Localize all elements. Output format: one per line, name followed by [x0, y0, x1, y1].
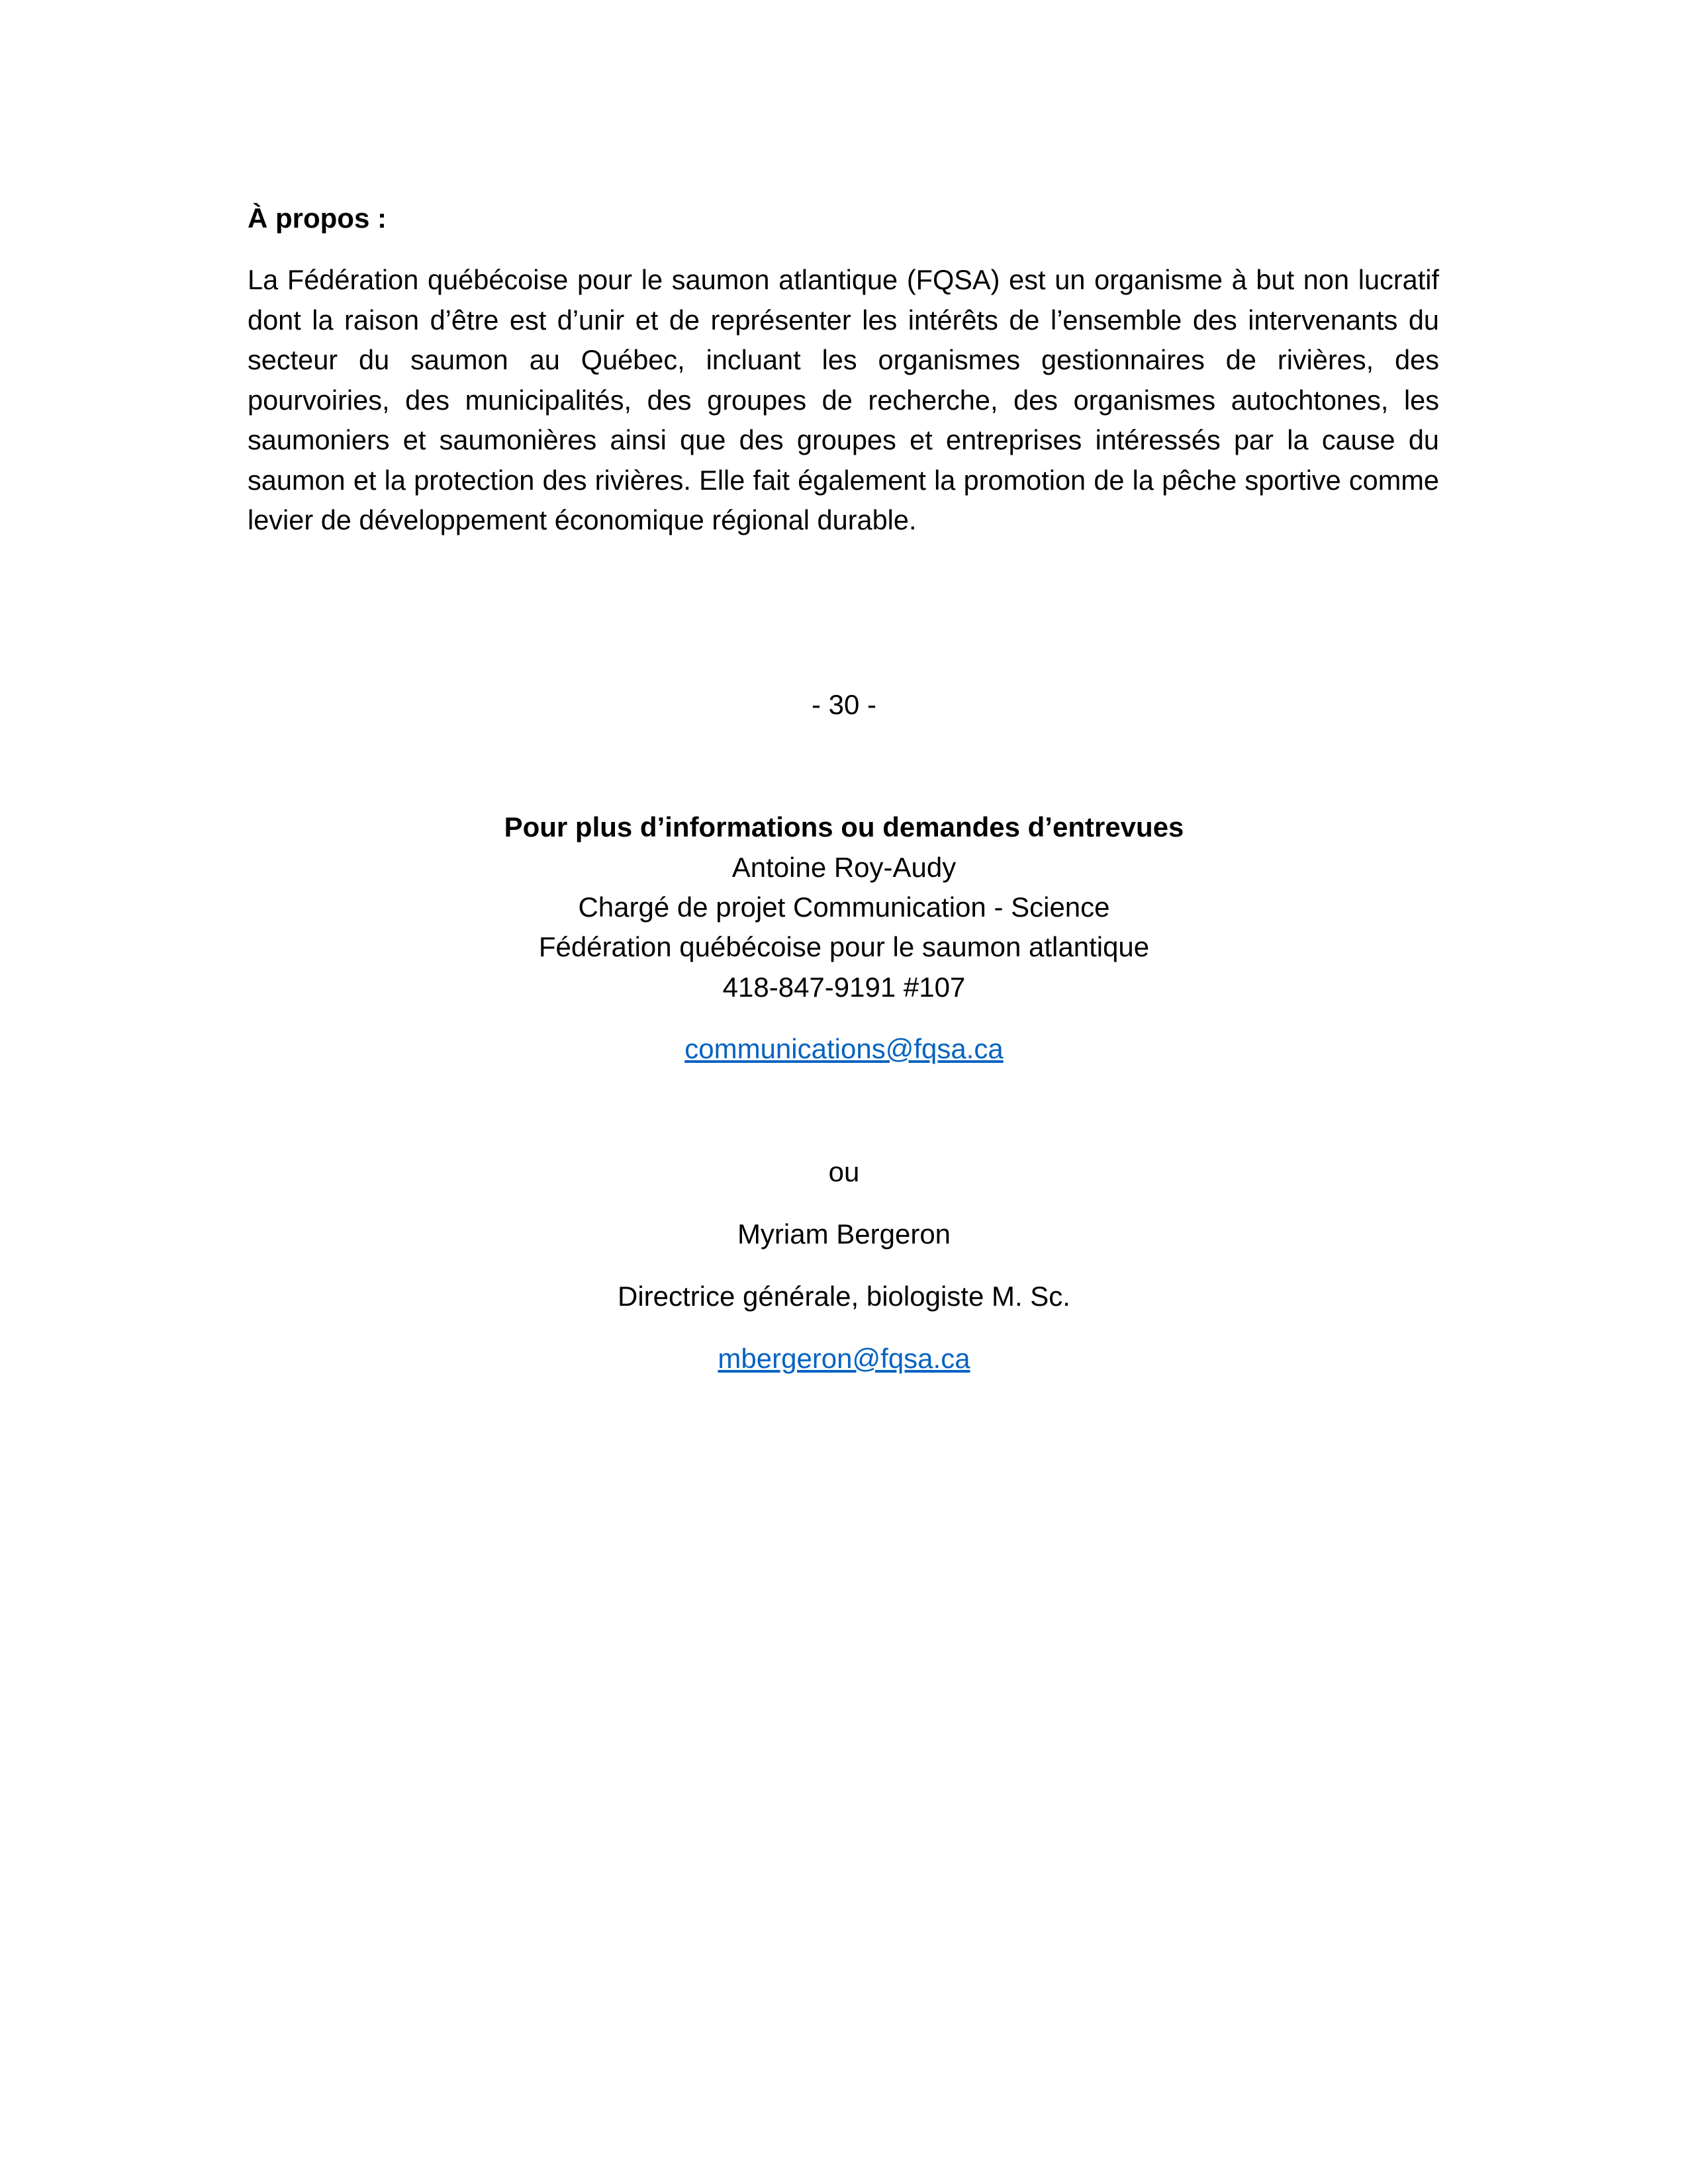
- contact-secondary-email-link[interactable]: mbergeron@fqsa.ca: [718, 1343, 970, 1374]
- contact-primary-email-line: [0, 1029, 1688, 1069]
- contact-heading: Pour plus d’informations ou demandes d’entrevues: [504, 811, 1184, 842]
- contact-secondary-email-line: [0, 1339, 1688, 1379]
- contact-primary-email-link[interactable]: communications@fqsa.ca: [684, 1033, 1004, 1064]
- contact-secondary-name: Myriam Bergeron: [737, 1218, 951, 1250]
- contact-primary-title: Chargé de projet Communication - Science: [578, 891, 1110, 923]
- contact-separator: ou: [828, 1156, 860, 1187]
- about-heading: À propos :: [248, 203, 387, 234]
- about-paragraph: La Fédération québécoise pour le saumon atlantique (FQSA) est un organisme à but non lucratif dont la raison d’être est d’unir et de représenter les intérêts de l’ensemble des intervenants du secteur du saumon au Québec, incluant les organismes gestionnaires de rivières, des pourvoiries, des municipalités, des groupes de recherche, des organismes autochtones, les saumoniers et saumonières ainsi que des groupes et entreprises intéressés par la cause du saumon et la protection des rivières. Elle fait également la promotion de la pêche sportive comme levier de développement économique régional durable.: [248, 264, 1439, 535]
- contact-primary-phone: 418-847-9191 #107: [722, 972, 966, 1003]
- contact-primary-organization: Fédération québécoise pour le saumon atlantique: [538, 931, 1150, 962]
- contact-primary-name: Antoine Roy-Audy: [731, 852, 957, 883]
- contact-secondary-title: Directrice générale, biologiste M. Sc.: [618, 1281, 1070, 1312]
- end-marker: - 30 -: [811, 689, 877, 720]
